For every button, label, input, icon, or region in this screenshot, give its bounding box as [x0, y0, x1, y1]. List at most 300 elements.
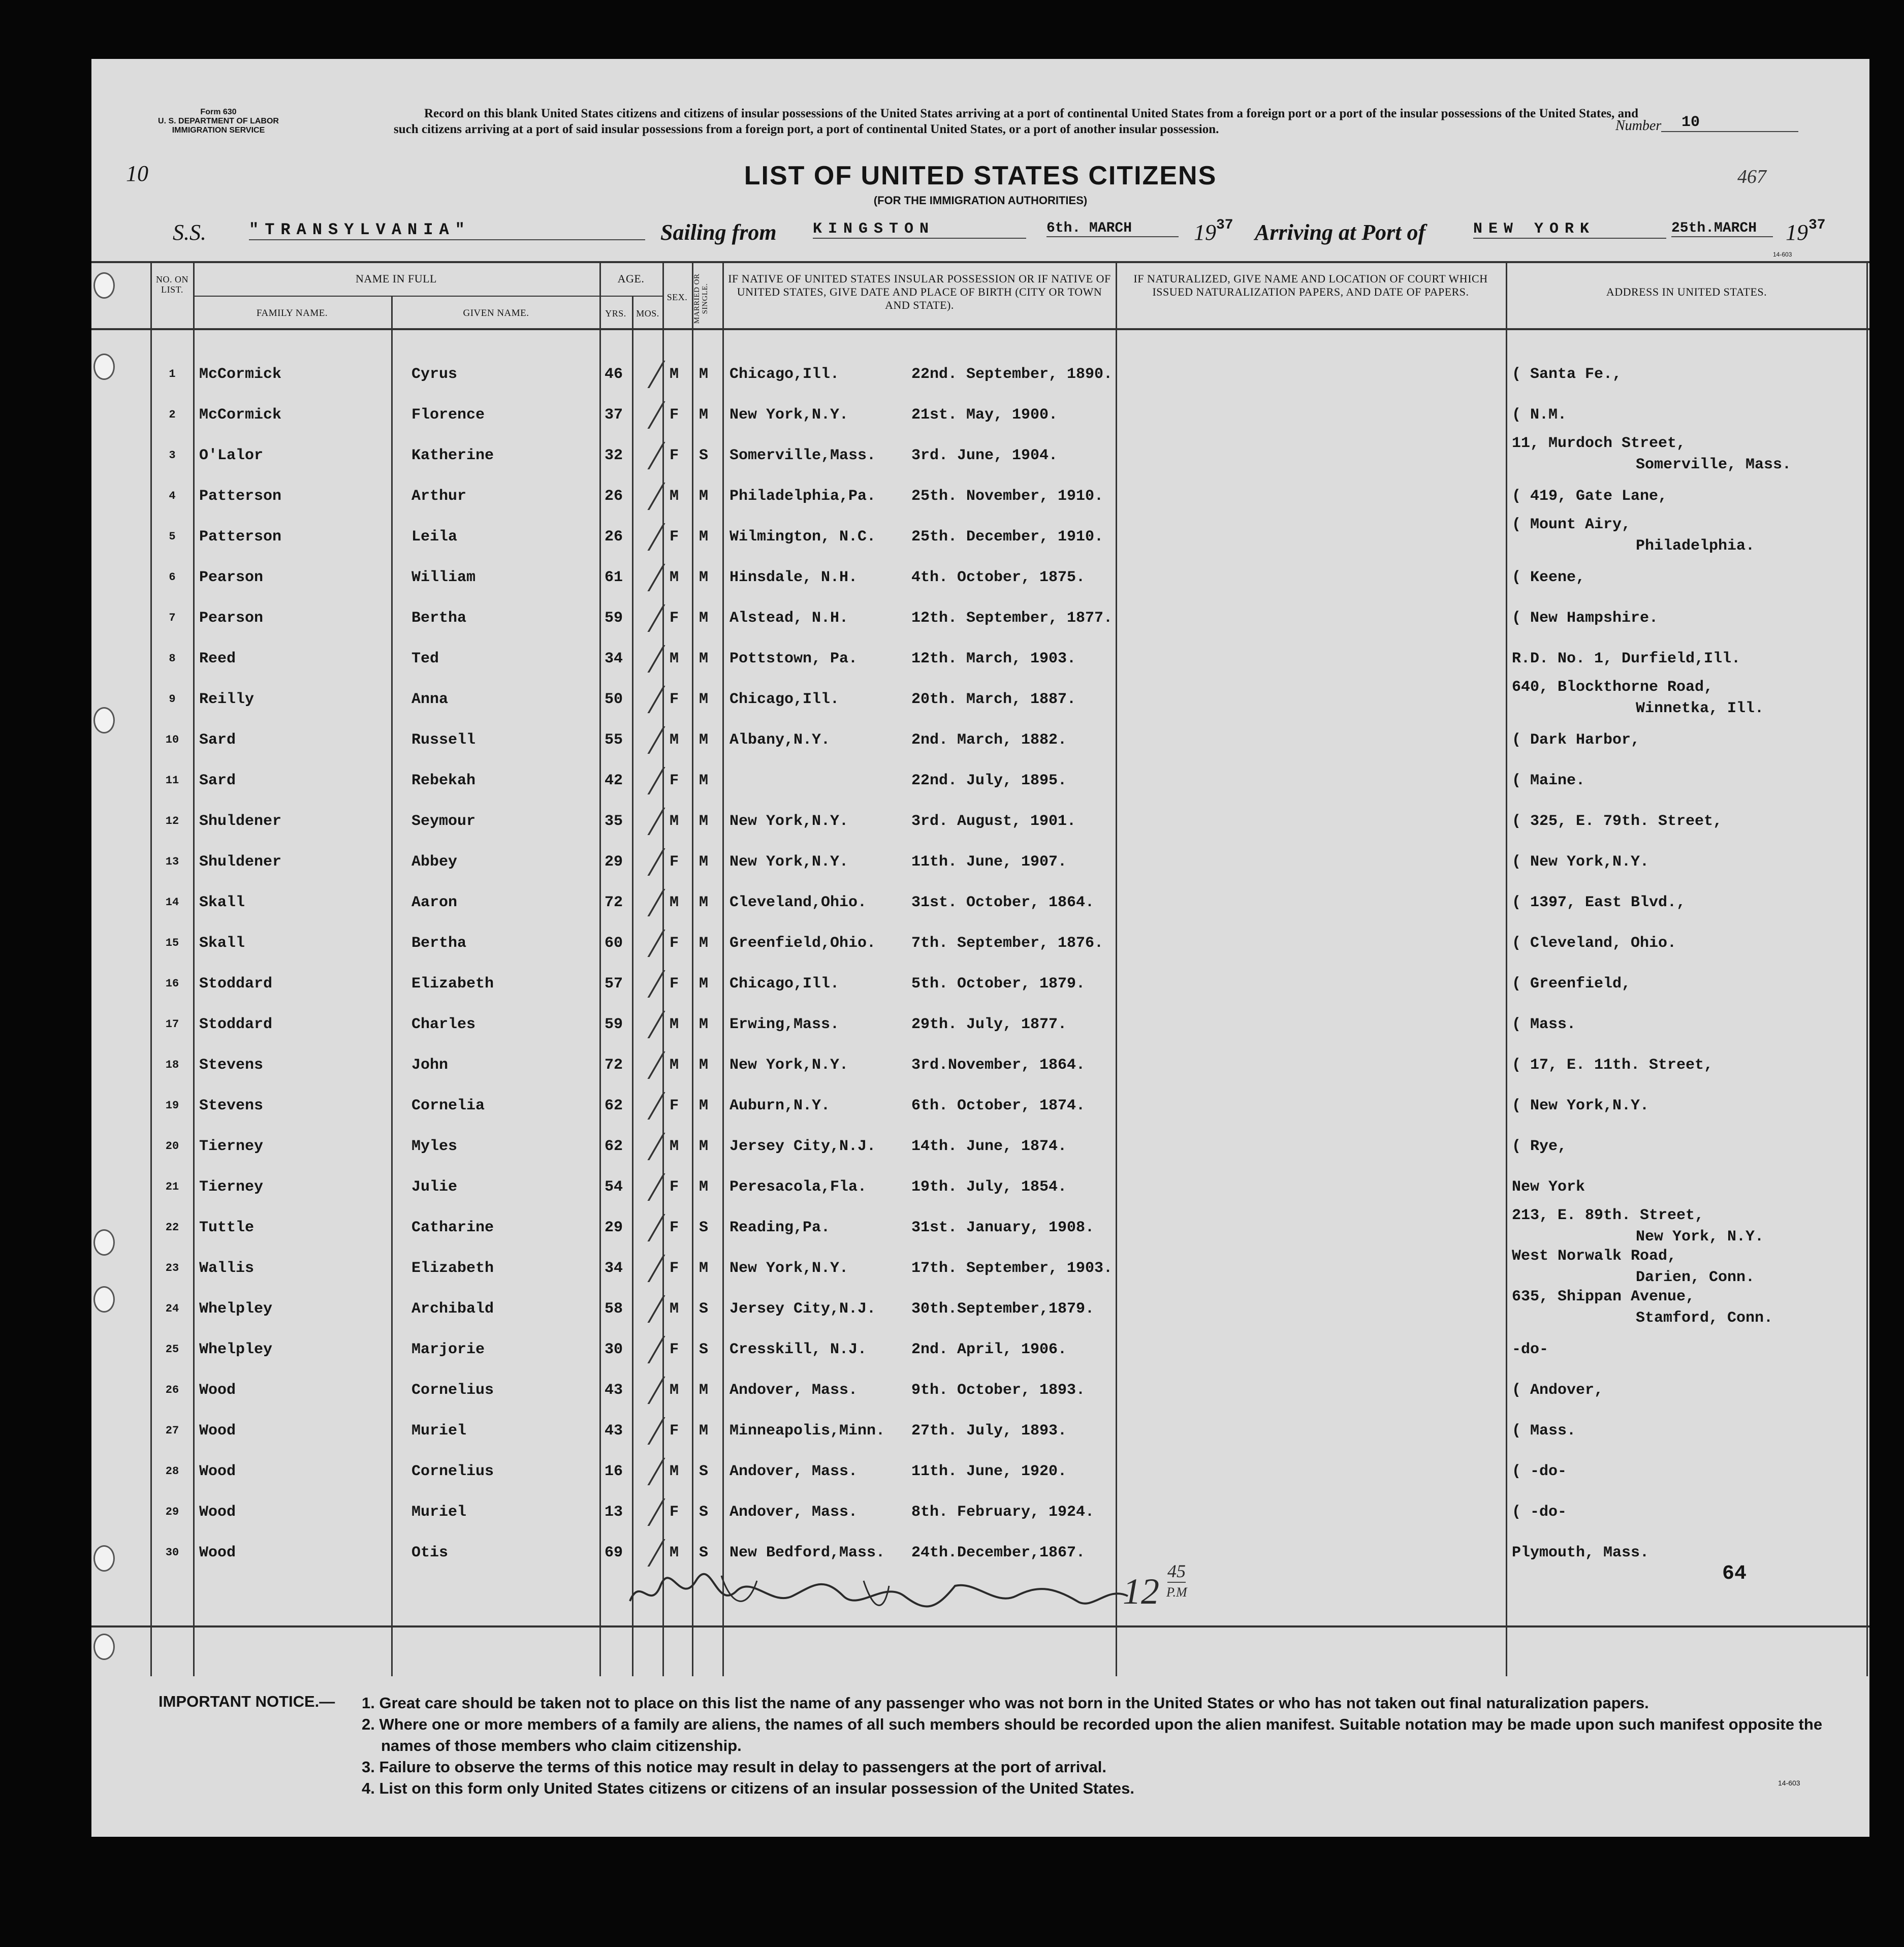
sex: M	[670, 1057, 679, 1074]
age-years: 58	[605, 1300, 623, 1318]
departure-date: 6th. MARCH	[1046, 220, 1179, 237]
us-address: R.D. No. 1, Durfield,Ill.	[1512, 650, 1741, 667]
age-years: 59	[605, 610, 623, 627]
list-number: 3	[169, 449, 176, 462]
us-address-line-2: Philadelphia.	[1636, 537, 1755, 555]
given-name: Myles	[411, 1138, 458, 1155]
table-row	[91, 395, 1869, 435]
family-name: Shuldener	[199, 813, 282, 830]
department-name: U. S. DEPARTMENT OF LABOR	[158, 117, 279, 125]
us-address: ( Maine.	[1512, 772, 1585, 789]
sex: F	[670, 406, 679, 424]
table-row	[91, 1249, 1869, 1288]
birth-date: 20th. March, 1887.	[911, 691, 1076, 708]
handwritten-hour: 12	[1123, 1571, 1159, 1612]
marital-status: S	[699, 447, 709, 464]
list-number: 20	[165, 1140, 179, 1153]
form-number: Form 630	[200, 108, 237, 116]
form-identifier	[147, 108, 290, 135]
binder-hole	[93, 1229, 115, 1256]
given-name: Bertha	[411, 610, 467, 627]
check-mark-icon	[627, 970, 665, 998]
page-title: LIST OF UNITED STATES CITIZENS	[744, 161, 1217, 190]
age-years: 34	[605, 650, 623, 667]
birth-place: New York,N.Y.	[729, 1260, 849, 1277]
birth-place: Peresacola,Fla.	[729, 1178, 867, 1196]
given-name: Leila	[411, 528, 458, 546]
birth-place: Albany,N.Y.	[729, 731, 831, 749]
birth-place: New York,N.Y.	[729, 853, 849, 871]
table-row	[91, 436, 1869, 475]
manifest-sheet	[91, 59, 1869, 1837]
birth-date: 7th. September, 1876.	[911, 935, 1104, 952]
family-name: Skall	[199, 935, 245, 952]
check-mark-icon	[627, 1498, 665, 1526]
birth-place: Somerville,Mass.	[729, 447, 876, 464]
age-years: 26	[605, 488, 623, 505]
birth-date: 11th. June, 1907.	[911, 853, 1067, 871]
family-name: McCormick	[199, 406, 282, 424]
marital-status: M	[699, 853, 709, 871]
check-mark-icon	[627, 1295, 665, 1323]
birth-date: 25th. November, 1910.	[911, 488, 1104, 505]
list-number: 9	[169, 693, 176, 706]
check-mark-icon	[627, 604, 665, 632]
marital-status: M	[699, 935, 709, 952]
birth-date: 2nd. April, 1906.	[911, 1341, 1067, 1358]
age-years: 55	[605, 731, 623, 749]
us-address-line-2: Winnetka, Ill.	[1636, 700, 1764, 717]
printer-mark: 14-603	[1773, 251, 1792, 258]
list-number: 19	[165, 1099, 179, 1112]
sex: F	[670, 1422, 679, 1440]
age-years: 72	[605, 894, 623, 911]
us-address: Plymouth, Mass.	[1512, 1544, 1649, 1561]
given-name: Otis	[411, 1544, 449, 1561]
sex: M	[670, 1138, 679, 1155]
handwritten-ampm: P.M	[1166, 1585, 1187, 1600]
birth-place: Reading,Pa.	[729, 1219, 831, 1236]
birth-date: 11th. June, 1920.	[911, 1463, 1067, 1480]
us-address: ( Andover,	[1512, 1382, 1604, 1399]
table-row	[91, 761, 1869, 801]
sex: F	[670, 610, 679, 627]
header-naturalization: IF NATURALIZED, GIVE NAME AND LOCATION OF COURT WHICH ISSUED NATURALIZATION PAPERS, AND DATE OF PAPERS.	[1133, 272, 1488, 298]
us-address-line-2: Stamford, Conn.	[1636, 1310, 1773, 1327]
sex: M	[670, 1016, 679, 1033]
check-mark-icon	[627, 1173, 665, 1201]
age-years: 50	[605, 691, 623, 708]
inspector-signature	[620, 1566, 1148, 1621]
list-number: 6	[169, 571, 176, 584]
age-years: 43	[605, 1382, 623, 1399]
check-mark-icon	[627, 1011, 665, 1038]
given-name: Julie	[411, 1178, 458, 1196]
sex: M	[670, 488, 679, 505]
check-mark-icon	[627, 523, 665, 551]
birth-date: 4th. October, 1875.	[911, 569, 1086, 586]
table-row	[91, 1289, 1869, 1329]
header-given-name: GIVEN NAME.	[463, 308, 529, 318]
birth-place: New York,N.Y.	[729, 813, 849, 830]
birth-date: 5th. October, 1879.	[911, 975, 1086, 993]
birth-date: 22nd. July, 1895.	[911, 772, 1067, 789]
check-mark-icon	[627, 1336, 665, 1363]
family-name: Wood	[199, 1504, 236, 1521]
sailing-from-label: Sailing from	[660, 220, 777, 245]
us-address: ( New York,N.Y.	[1512, 1097, 1649, 1114]
us-address: ( Greenfield,	[1512, 975, 1631, 993]
marital-status: M	[699, 1422, 709, 1440]
list-number: 26	[165, 1384, 179, 1396]
us-address: ( N.M.	[1512, 406, 1567, 424]
given-name: Catharine	[411, 1219, 494, 1236]
age-years: 46	[605, 366, 623, 383]
list-number: 12	[165, 815, 179, 827]
age-subheader-line	[599, 296, 662, 297]
marital-status: S	[699, 1544, 709, 1561]
marital-status: M	[699, 488, 709, 505]
family-name: Tierney	[199, 1178, 264, 1196]
us-address-line-2: New York, N.Y.	[1636, 1228, 1764, 1246]
marital-status: M	[699, 975, 709, 993]
given-name: Cornelius	[411, 1382, 494, 1399]
age-years: 69	[605, 1544, 623, 1561]
us-address: ( -do-	[1512, 1504, 1567, 1521]
header-family-name: FAMILY NAME.	[256, 308, 328, 318]
birth-place: Cleveland,Ohio.	[729, 894, 867, 911]
family-name: Wood	[199, 1544, 236, 1561]
list-number: 5	[169, 530, 176, 543]
table-row	[91, 802, 1869, 841]
family-name: Wallis	[199, 1260, 255, 1277]
age-years: 13	[605, 1504, 623, 1521]
us-address: ( 17, E. 11th. Street,	[1512, 1057, 1713, 1074]
sex: M	[670, 1382, 679, 1399]
marital-status: S	[699, 1219, 709, 1236]
us-address-line-2: Darien, Conn.	[1636, 1269, 1755, 1286]
sex: M	[670, 731, 679, 749]
marital-status: S	[699, 1341, 709, 1358]
us-address: 11, Murdoch Street,	[1512, 435, 1686, 452]
birth-date: 14th. June, 1874.	[911, 1138, 1067, 1155]
given-name: Arthur	[411, 488, 467, 505]
given-name: Archibald	[411, 1300, 494, 1318]
birth-place: New York,N.Y.	[729, 406, 849, 424]
birth-date: 24th.December,1867.	[911, 1544, 1086, 1561]
table-row	[91, 1167, 1869, 1207]
binder-hole	[93, 1545, 115, 1572]
birth-date: 21st. May, 1900.	[911, 406, 1058, 424]
marital-status: M	[699, 894, 709, 911]
table-row	[91, 1208, 1869, 1248]
birth-place: Chicago,Ill.	[729, 366, 840, 383]
marital-status: M	[699, 731, 709, 749]
table-row	[91, 1411, 1869, 1451]
family-name: Patterson	[199, 488, 282, 505]
given-name: Rebekah	[411, 772, 476, 789]
list-number: 4	[169, 490, 176, 502]
marital-status: S	[699, 1463, 709, 1480]
family-name: Sard	[199, 772, 236, 789]
check-mark-icon	[627, 564, 665, 591]
family-name: Wood	[199, 1463, 236, 1480]
family-name: Stevens	[199, 1097, 264, 1114]
age-years: 60	[605, 935, 623, 952]
birth-date: 30th.September,1879.	[911, 1300, 1095, 1318]
list-number: 15	[165, 937, 179, 949]
table-row	[91, 720, 1869, 760]
family-name: Stevens	[199, 1057, 264, 1074]
sex: M	[670, 1300, 679, 1318]
given-name: John	[411, 1057, 449, 1074]
family-name: Shuldener	[199, 853, 282, 871]
list-number: 30	[165, 1546, 179, 1559]
binder-hole	[93, 354, 115, 380]
us-address: 640, Blockthorne Road,	[1512, 679, 1713, 696]
table-row	[91, 1330, 1869, 1369]
given-name: William	[411, 569, 476, 586]
us-address: ( 419, Gate Lane,	[1512, 488, 1668, 505]
family-name: McCormick	[199, 366, 282, 383]
departure-year-prefix: 19	[1194, 220, 1216, 245]
family-name: Tierney	[199, 1138, 264, 1155]
table-row	[91, 923, 1869, 963]
marital-status: M	[699, 650, 709, 667]
age-years: 34	[605, 1260, 623, 1277]
age-years: 62	[605, 1097, 623, 1114]
sex: F	[670, 935, 679, 952]
sex: M	[670, 569, 679, 586]
departure-year-suffix: 37	[1216, 217, 1233, 233]
header-age: AGE.	[617, 272, 645, 285]
sex: F	[670, 447, 679, 464]
notice-code: 14-603	[1778, 1779, 1800, 1787]
birth-date: 3rd. June, 1904.	[911, 447, 1058, 464]
given-name: Cornelius	[411, 1463, 494, 1480]
list-number: 18	[165, 1059, 179, 1071]
us-address: ( -do-	[1512, 1463, 1567, 1480]
birth-place: Erwing,Mass.	[729, 1016, 840, 1033]
table-row	[91, 964, 1869, 1004]
list-number: 14	[165, 896, 179, 909]
check-mark-icon	[627, 686, 665, 713]
list-number: 7	[169, 612, 176, 624]
check-mark-icon	[627, 483, 665, 510]
age-years: 54	[605, 1178, 623, 1196]
table-row	[91, 558, 1869, 597]
given-name: Abbey	[411, 853, 458, 871]
birth-date: 9th. October, 1893.	[911, 1382, 1086, 1399]
family-name: Pearson	[199, 569, 264, 586]
list-number: 21	[165, 1180, 179, 1193]
us-address: ( Keene,	[1512, 569, 1585, 586]
birth-place: Jersey City,N.J.	[729, 1138, 876, 1155]
family-name: Wood	[199, 1422, 236, 1440]
sex: M	[670, 366, 679, 383]
given-name: Marjorie	[411, 1341, 485, 1358]
birth-date: 31st. October, 1864.	[911, 894, 1095, 911]
birth-date: 27th. July, 1893.	[911, 1422, 1067, 1440]
sex: F	[670, 1219, 679, 1236]
birth-date: 12th. September, 1877.	[911, 610, 1113, 627]
marital-status: S	[699, 1504, 709, 1521]
birth-place: New Bedford,Mass.	[729, 1544, 885, 1561]
check-mark-icon	[627, 1214, 665, 1241]
check-mark-icon	[627, 1417, 665, 1445]
header-months: MOS.	[636, 308, 659, 318]
service-name: IMMIGRATION SERVICE	[172, 126, 265, 135]
sex: F	[670, 691, 679, 708]
list-number: 10	[165, 733, 179, 746]
birth-date: 31st. January, 1908.	[911, 1219, 1095, 1236]
us-address: ( Cleveland, Ohio.	[1512, 935, 1677, 952]
family-name: Wood	[199, 1382, 236, 1399]
notice-item: 1. Great care should be taken not to place on this list the name of any passenger who was not born in the United States or who has not taken out final naturalization papers.	[362, 1694, 1649, 1712]
table-row	[91, 355, 1869, 394]
us-address: ( Mass.	[1512, 1422, 1576, 1440]
given-name: Florence	[411, 406, 485, 424]
given-name: Muriel	[411, 1504, 467, 1521]
list-number: 8	[169, 652, 176, 665]
departure-port: KINGSTON	[813, 220, 1026, 239]
ship-name: "TRANSYLVANIA"	[249, 220, 645, 240]
list-number: 1	[169, 368, 176, 380]
table-row	[91, 1127, 1869, 1166]
given-name: Muriel	[411, 1422, 467, 1440]
marital-status: M	[699, 691, 709, 708]
us-address: ( 325, E. 79th. Street,	[1512, 813, 1723, 830]
table-top-border	[91, 261, 1869, 263]
family-name: Skall	[199, 894, 245, 911]
page-subtitle: (FOR THE IMMIGRATION AUTHORITIES)	[873, 194, 1088, 207]
us-address: ( Dark Harbor,	[1512, 731, 1640, 749]
family-name: Pearson	[199, 610, 264, 627]
marital-status: M	[699, 569, 709, 586]
birth-date: 12th. March, 1903.	[911, 650, 1076, 667]
sex: F	[670, 853, 679, 871]
check-mark-icon	[627, 889, 665, 916]
passenger-total: 64	[1722, 1562, 1747, 1585]
check-mark-icon	[627, 361, 665, 388]
birth-place: Andover, Mass.	[729, 1504, 858, 1521]
table-row	[91, 1005, 1869, 1044]
birth-date: 22nd. September, 1890.	[911, 366, 1113, 383]
marital-status: M	[699, 1057, 709, 1074]
given-name: Elizabeth	[411, 1260, 494, 1277]
given-name: Charles	[411, 1016, 476, 1033]
header-list-number: NO. ON LIST.	[156, 274, 188, 295]
list-number: 29	[165, 1506, 179, 1518]
given-name: Katherine	[411, 447, 494, 464]
list-number: 25	[165, 1343, 179, 1356]
check-mark-icon	[627, 1458, 665, 1485]
age-years: 42	[605, 772, 623, 789]
notice-items	[362, 1693, 1845, 1799]
given-name: Aaron	[411, 894, 458, 911]
list-number: 13	[165, 855, 179, 868]
us-address: ( Santa Fe.,	[1512, 366, 1622, 383]
given-name: Anna	[411, 691, 449, 708]
check-mark-icon	[627, 401, 665, 429]
us-address-line-2: Somerville, Mass.	[1636, 456, 1792, 473]
birth-place: Pottstown, Pa.	[729, 650, 858, 667]
birth-date: 8th. February, 1924.	[911, 1504, 1095, 1521]
age-years: 59	[605, 1016, 623, 1033]
given-name: Cornelia	[411, 1097, 485, 1114]
ss-label: S.S.	[173, 220, 206, 245]
age-years: 61	[605, 569, 623, 586]
birth-place: Auburn,N.Y.	[729, 1097, 831, 1114]
marital-status: S	[699, 1300, 709, 1318]
check-mark-icon	[627, 1133, 665, 1160]
notice-item: 4. List on this form only United States citizens or citizens of an insular possession of the United States.	[362, 1779, 1134, 1797]
marital-status: M	[699, 1178, 709, 1196]
header-marital-status: MARRIED OR SINGLE.	[693, 273, 709, 324]
check-mark-icon	[627, 442, 665, 469]
given-name: Cyrus	[411, 366, 458, 383]
family-name: Sard	[199, 731, 236, 749]
sex: F	[670, 1260, 679, 1277]
number-label: Number	[1615, 118, 1662, 134]
header-us-address: ADDRESS IN UNITED STATES.	[1606, 285, 1767, 298]
family-name: O'Lalor	[199, 447, 264, 464]
age-years: 43	[605, 1422, 623, 1440]
check-mark-icon	[627, 1255, 665, 1282]
given-name: Elizabeth	[411, 975, 494, 993]
given-name: Ted	[411, 650, 439, 667]
age-years: 29	[605, 1219, 623, 1236]
table-row	[91, 1045, 1869, 1085]
number-value: 10	[1661, 114, 1798, 132]
table-header-border	[91, 328, 1869, 330]
us-address: ( Mount Airy,	[1512, 516, 1631, 533]
age-years: 30	[605, 1341, 623, 1358]
handwritten-minutes: 45	[1167, 1560, 1186, 1583]
sex: F	[670, 1097, 679, 1114]
list-number: 16	[165, 977, 179, 990]
birth-place: New York,N.Y.	[729, 1057, 849, 1074]
birth-date: 6th. October, 1874.	[911, 1097, 1086, 1114]
us-address: 213, E. 89th. Street,	[1512, 1207, 1704, 1224]
marital-status: M	[699, 610, 709, 627]
given-name: Seymour	[411, 813, 476, 830]
binder-hole	[93, 707, 115, 733]
header-sex: SEX.	[667, 292, 688, 302]
table-row	[91, 1452, 1869, 1491]
list-number: 27	[165, 1424, 179, 1437]
arrival-port: NEW YORK	[1473, 220, 1666, 239]
marital-status: M	[699, 813, 709, 830]
name-subheader-line	[193, 296, 599, 297]
list-number: 24	[165, 1302, 179, 1315]
table-row	[91, 639, 1869, 679]
notice-item: 2. Where one or more members of a family are aliens, the names of all such members should be recorded upon the alien manifest. Suitable notation may be made upon such manifest opposite the names of those members who claim citizenship.	[362, 1715, 1823, 1754]
birth-place: Philadelphia,Pa.	[729, 488, 876, 505]
list-number: 17	[165, 1018, 179, 1031]
family-name: Reed	[199, 650, 236, 667]
age-years: 37	[605, 406, 623, 424]
us-address: -do-	[1512, 1341, 1549, 1358]
sex: M	[670, 894, 679, 911]
instructions-text: Record on this blank United States citizens and citizens of insular possessions of the United States arriving at a port of continental United States from a foreign port or a port of the insular possessions of the United States, and such citizens arriving at a port of said insular possessions from a foreign port, a port of continental United States, or a port of another insular possession.	[394, 107, 1638, 136]
list-number: 11	[165, 774, 179, 787]
birth-date: 3rd.November, 1864.	[911, 1057, 1086, 1074]
family-name: Reilly	[199, 691, 255, 708]
arriving-label: Arriving at Port of	[1255, 220, 1426, 245]
check-mark-icon	[627, 848, 665, 876]
check-mark-icon	[627, 726, 665, 754]
